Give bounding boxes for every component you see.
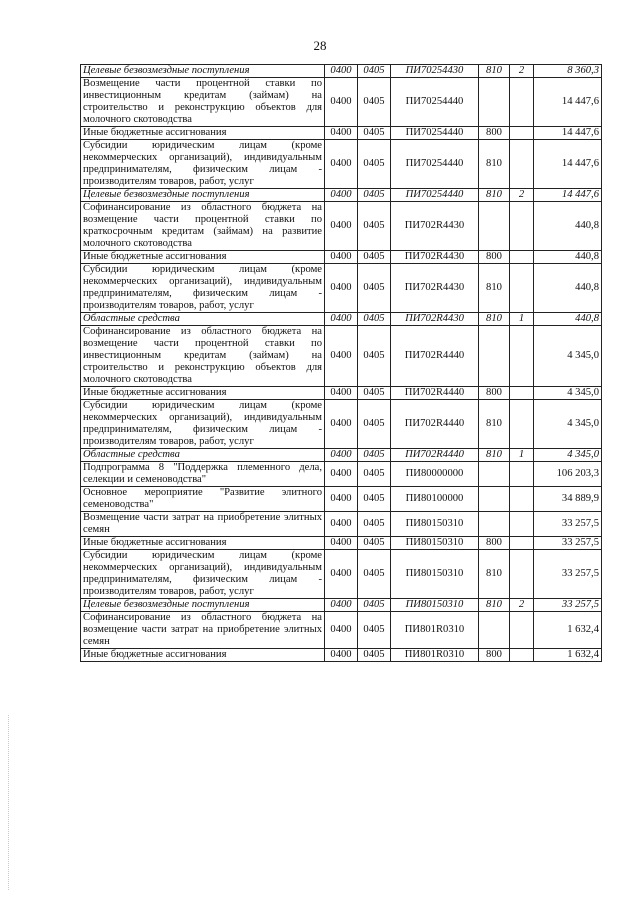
target-article-cell: ПИ80150310	[391, 537, 479, 550]
row-name-cell: Целевые безвозмездные поступления	[81, 65, 325, 78]
funding-source-cell	[510, 550, 534, 599]
amount-cell: 33 257,5	[534, 537, 602, 550]
subsection-code-cell: 0405	[358, 599, 391, 612]
funding-source-cell	[510, 512, 534, 537]
section-code-cell: 0400	[325, 326, 358, 387]
target-article-cell: ПИ702R4430	[391, 251, 479, 264]
table-row	[81, 487, 602, 512]
subsection-code-cell: 0405	[358, 65, 391, 78]
expense-type-cell: 810	[479, 400, 510, 449]
expense-type-cell	[479, 202, 510, 251]
funding-source-cell	[510, 487, 534, 512]
expense-type-cell	[479, 512, 510, 537]
section-code-cell: 0400	[325, 127, 358, 140]
subsection-code-cell: 0405	[358, 537, 391, 550]
funding-source-cell	[510, 251, 534, 264]
row-name-cell: Иные бюджетные ассигнования	[81, 649, 325, 662]
funding-source-cell: 2	[510, 65, 534, 78]
amount-cell: 14 447,6	[534, 140, 602, 189]
table-row	[81, 251, 602, 264]
row-name-cell: Субсидии юридическим лицам (кроме некоммерческих организаций), индивидуальным предпринимателям, физическим лицам - производителям товаров, работ, услуг	[81, 400, 325, 449]
row-name-cell: Областные средства	[81, 313, 325, 326]
amount-cell: 106 203,3	[534, 462, 602, 487]
target-article-cell: ПИ70254440	[391, 140, 479, 189]
budget-table	[80, 64, 602, 662]
table-row	[81, 649, 602, 662]
target-article-cell: ПИ70254430	[391, 65, 479, 78]
funding-source-cell	[510, 462, 534, 487]
table-row	[81, 550, 602, 599]
table-row	[81, 127, 602, 140]
funding-source-cell	[510, 202, 534, 251]
target-article-cell: ПИ80000000	[391, 462, 479, 487]
funding-source-cell	[510, 387, 534, 400]
row-name-cell: Целевые безвозмездные поступления	[81, 599, 325, 612]
target-article-cell: ПИ80100000	[391, 487, 479, 512]
funding-source-cell	[510, 537, 534, 550]
table-row	[81, 512, 602, 537]
row-name-cell: Иные бюджетные ассигнования	[81, 251, 325, 264]
row-name-cell: Субсидии юридическим лицам (кроме некоммерческих организаций), индивидуальным предпринимателям, физическим лицам - производителям товаров, работ, услуг	[81, 550, 325, 599]
table-row	[81, 140, 602, 189]
row-name-cell: Возмещение части процентной ставки по инвестиционным кредитам (займам) на строительство и реконструкцию объектов для молочного скотоводства	[81, 78, 325, 127]
section-code-cell: 0400	[325, 65, 358, 78]
section-code-cell: 0400	[325, 313, 358, 326]
subsection-code-cell: 0405	[358, 127, 391, 140]
section-code-cell: 0400	[325, 449, 358, 462]
table-row	[81, 449, 602, 462]
expense-type-cell: 810	[479, 140, 510, 189]
subsection-code-cell: 0405	[358, 326, 391, 387]
table-row	[81, 599, 602, 612]
subsection-code-cell: 0405	[358, 202, 391, 251]
subsection-code-cell: 0405	[358, 612, 391, 649]
funding-source-cell	[510, 140, 534, 189]
row-name-cell: Возмещение части затрат на приобретение элитных семян	[81, 512, 325, 537]
amount-cell: 14 447,6	[534, 127, 602, 140]
expense-type-cell: 810	[479, 264, 510, 313]
target-article-cell: ПИ80150310	[391, 550, 479, 599]
funding-source-cell	[510, 400, 534, 449]
expense-type-cell: 800	[479, 649, 510, 662]
table-row	[81, 313, 602, 326]
section-code-cell: 0400	[325, 202, 358, 251]
amount-cell: 14 447,6	[534, 78, 602, 127]
expense-type-cell: 800	[479, 537, 510, 550]
amount-cell: 33 257,5	[534, 550, 602, 599]
subsection-code-cell: 0405	[358, 462, 391, 487]
row-name-cell: Субсидии юридическим лицам (кроме некоммерческих организаций), индивидуальным предпринимателям, физическим лицам - производителям товаров, работ, услуг	[81, 264, 325, 313]
subsection-code-cell: 0405	[358, 78, 391, 127]
subsection-code-cell: 0405	[358, 550, 391, 599]
section-code-cell: 0400	[325, 387, 358, 400]
row-name-cell: Иные бюджетные ассигнования	[81, 127, 325, 140]
table-row	[81, 264, 602, 313]
target-article-cell: ПИ801R0310	[391, 612, 479, 649]
subsection-code-cell: 0405	[358, 387, 391, 400]
expense-type-cell: 810	[479, 449, 510, 462]
section-code-cell: 0400	[325, 487, 358, 512]
funding-source-cell: 2	[510, 599, 534, 612]
section-code-cell: 0400	[325, 400, 358, 449]
target-article-cell: ПИ702R4440	[391, 400, 479, 449]
funding-source-cell	[510, 78, 534, 127]
amount-cell: 440,8	[534, 264, 602, 313]
table-row	[81, 326, 602, 387]
target-article-cell: ПИ70254440	[391, 127, 479, 140]
section-code-cell: 0400	[325, 78, 358, 127]
section-code-cell: 0400	[325, 462, 358, 487]
funding-source-cell	[510, 127, 534, 140]
section-code-cell: 0400	[325, 189, 358, 202]
section-code-cell: 0400	[325, 264, 358, 313]
expense-type-cell: 810	[479, 189, 510, 202]
row-name-cell: Субсидии юридическим лицам (кроме некоммерческих организаций), индивидуальным предпринимателям, физическим лицам - производителям товаров, работ, услуг	[81, 140, 325, 189]
expense-type-cell: 810	[479, 313, 510, 326]
target-article-cell: ПИ70254440	[391, 78, 479, 127]
table-row	[81, 78, 602, 127]
expense-type-cell: 810	[479, 65, 510, 78]
amount-cell: 14 447,6	[534, 189, 602, 202]
expense-type-cell	[479, 612, 510, 649]
table-row	[81, 400, 602, 449]
amount-cell: 440,8	[534, 313, 602, 326]
target-article-cell: ПИ702R4430	[391, 264, 479, 313]
expense-type-cell	[479, 487, 510, 512]
table-row	[81, 537, 602, 550]
expense-type-cell: 800	[479, 387, 510, 400]
row-name-cell: Иные бюджетные ассигнования	[81, 387, 325, 400]
margin-scan-marks	[8, 715, 12, 890]
expense-type-cell: 810	[479, 550, 510, 599]
section-code-cell: 0400	[325, 550, 358, 599]
row-name-cell: Софинансирование из областного бюджета на возмещение части процентной ставки по инвестиционным кредитам (займам) на строительство и реконструкцию объектов для молочного скотоводства	[81, 326, 325, 387]
amount-cell: 4 345,0	[534, 400, 602, 449]
target-article-cell: ПИ80150310	[391, 512, 479, 537]
target-article-cell: ПИ702R4430	[391, 313, 479, 326]
target-article-cell: ПИ702R4430	[391, 202, 479, 251]
row-name-cell: Софинансирование из областного бюджета на возмещение части процентной ставки по краткосрочным кредитам (займам) на развитие молочного скотоводства	[81, 202, 325, 251]
budget-table-body	[81, 65, 602, 662]
amount-cell: 1 632,4	[534, 612, 602, 649]
table-row	[81, 612, 602, 649]
row-name-cell: Областные средства	[81, 449, 325, 462]
expense-type-cell: 800	[479, 127, 510, 140]
funding-source-cell: 2	[510, 189, 534, 202]
amount-cell: 33 257,5	[534, 512, 602, 537]
target-article-cell: ПИ702R4440	[391, 326, 479, 387]
target-article-cell: ПИ80150310	[391, 599, 479, 612]
expense-type-cell	[479, 326, 510, 387]
target-article-cell: ПИ702R4440	[391, 449, 479, 462]
row-name-cell: Подпрограмма 8 "Поддержка племенного дела, селекции и семеноводства"	[81, 462, 325, 487]
amount-cell: 1 632,4	[534, 649, 602, 662]
amount-cell: 8 360,3	[534, 65, 602, 78]
subsection-code-cell: 0405	[358, 189, 391, 202]
amount-cell: 34 889,9	[534, 487, 602, 512]
amount-cell: 4 345,0	[534, 449, 602, 462]
subsection-code-cell: 0405	[358, 449, 391, 462]
subsection-code-cell: 0405	[358, 140, 391, 189]
row-name-cell: Иные бюджетные ассигнования	[81, 537, 325, 550]
section-code-cell: 0400	[325, 512, 358, 537]
subsection-code-cell: 0405	[358, 649, 391, 662]
subsection-code-cell: 0405	[358, 251, 391, 264]
table-row	[81, 65, 602, 78]
page-number: 28	[313, 38, 327, 53]
expense-type-cell	[479, 462, 510, 487]
section-code-cell: 0400	[325, 599, 358, 612]
amount-cell: 440,8	[534, 251, 602, 264]
subsection-code-cell: 0405	[358, 400, 391, 449]
target-article-cell: ПИ70254440	[391, 189, 479, 202]
section-code-cell: 0400	[325, 140, 358, 189]
funding-source-cell: 1	[510, 313, 534, 326]
expense-type-cell	[479, 78, 510, 127]
amount-cell: 33 257,5	[534, 599, 602, 612]
section-code-cell: 0400	[325, 251, 358, 264]
target-article-cell: ПИ801R0310	[391, 649, 479, 662]
expense-type-cell: 800	[479, 251, 510, 264]
amount-cell: 4 345,0	[534, 387, 602, 400]
funding-source-cell	[510, 326, 534, 387]
table-row	[81, 202, 602, 251]
section-code-cell: 0400	[325, 612, 358, 649]
funding-source-cell	[510, 612, 534, 649]
row-name-cell: Софинансирование из областного бюджета на возмещение части затрат на приобретение элитных семян	[81, 612, 325, 649]
subsection-code-cell: 0405	[358, 512, 391, 537]
table-row	[81, 462, 602, 487]
target-article-cell: ПИ702R4440	[391, 387, 479, 400]
section-code-cell: 0400	[325, 649, 358, 662]
amount-cell: 4 345,0	[534, 326, 602, 387]
funding-source-cell	[510, 264, 534, 313]
table-row	[81, 387, 602, 400]
row-name-cell: Целевые безвозмездные поступления	[81, 189, 325, 202]
amount-cell: 440,8	[534, 202, 602, 251]
funding-source-cell	[510, 649, 534, 662]
expense-type-cell: 810	[479, 599, 510, 612]
subsection-code-cell: 0405	[358, 487, 391, 512]
row-name-cell: Основное мероприятие "Развитие элитного семеноводства"	[81, 487, 325, 512]
section-code-cell: 0400	[325, 537, 358, 550]
subsection-code-cell: 0405	[358, 313, 391, 326]
funding-source-cell: 1	[510, 449, 534, 462]
table-row	[81, 189, 602, 202]
subsection-code-cell: 0405	[358, 264, 391, 313]
